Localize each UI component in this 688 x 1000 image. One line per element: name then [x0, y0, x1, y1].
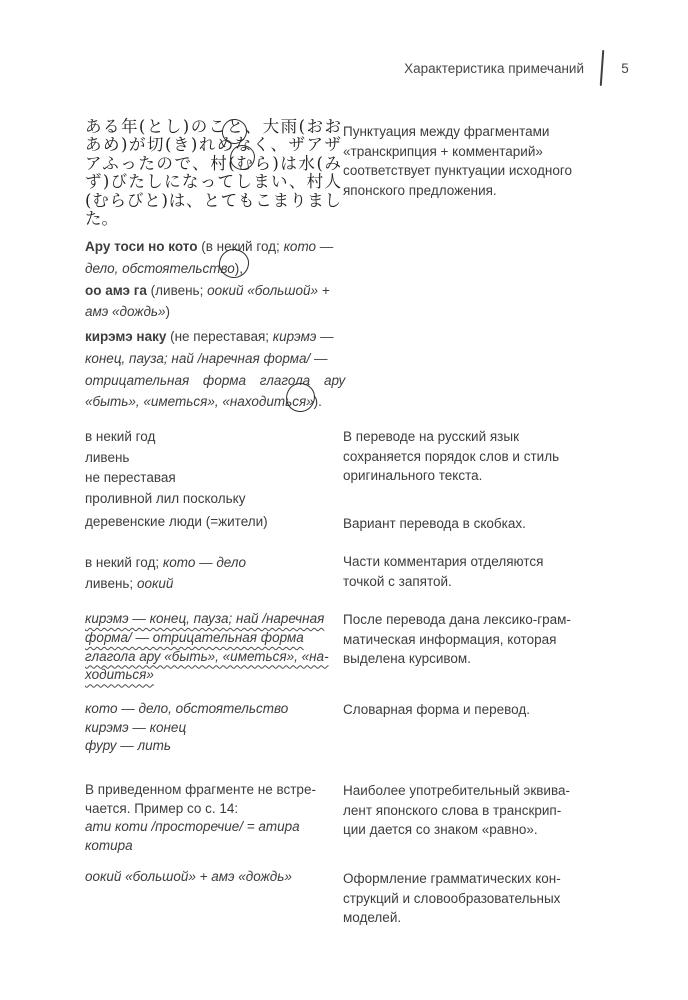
text-line: струкций и словообразовательных: [343, 890, 561, 906]
note-grammar: [343, 869, 595, 928]
transcription-aru: [85, 236, 341, 323]
text-line: Словарная форма и перевод.: [343, 702, 530, 717]
transcription-term: Ару тоси но кото: [85, 239, 202, 254]
text-line: не переставая: [85, 470, 176, 485]
text-line: моделей.: [343, 910, 402, 925]
text-line: сохраняется порядок слов и стиль: [343, 448, 560, 464]
text-line-italic: оокий «большой» + амэ «дождь»: [85, 869, 292, 884]
text-segment-italic: амэ «дождь»: [85, 304, 166, 320]
text-segment: ),: [234, 260, 244, 276]
text-segment: (в некий год;: [201, 239, 284, 254]
text-segment-italic: дело, обстоятельство: [85, 260, 235, 276]
text-line: (むらびと)は、とてもこまりまし: [85, 190, 341, 210]
text-line: деревенские люди (=жители): [85, 514, 268, 529]
text-line: форма/ — отрицательная форма: [85, 629, 304, 645]
text-line: ず)びたしになってしまい、村人: [85, 172, 341, 192]
text-line: лент японского слова в транскрип-: [343, 802, 562, 818]
text-line: соответствует пунктуации исходного: [343, 163, 572, 178]
text-line: ある年(とし)のこと、大雨(おお: [85, 117, 341, 136]
transcription-line: [85, 326, 341, 348]
text-line-italic: ати коти /просторечие/ = атира: [85, 819, 300, 835]
text-line: глагола ару «быть», «иметься», «на-: [85, 648, 329, 664]
equals-example: [85, 781, 341, 855]
text-segment: ливень;: [85, 576, 137, 591]
text-segment-italic: кото —: [283, 239, 334, 254]
text-line: кирэмэ — конец, пауза; най /наречная: [85, 611, 325, 626]
text-line: После перевода дана лексико-грам-: [343, 612, 571, 627]
text-line: японского предложения.: [343, 182, 497, 198]
text-segment: (ливень;: [150, 282, 208, 298]
note-equals: [343, 781, 595, 840]
note-word-order: [343, 427, 595, 486]
text-line: точкой с запятой.: [343, 573, 452, 589]
text-line: [85, 573, 341, 594]
transcription-line: [85, 236, 341, 258]
transcription-line: [85, 301, 341, 323]
text-line: アふったので、村(むら)は水(み: [85, 153, 341, 173]
page-header: [0, 48, 630, 88]
text-segment-italic: оокий «большой» +: [207, 282, 330, 298]
text-line-italic: котира: [85, 837, 133, 853]
transcription-line: [85, 280, 341, 302]
text-line: Вариант перевода в скобках.: [343, 516, 526, 531]
text-line: ходиться»: [85, 667, 154, 683]
text-line: матическая информация, которая: [343, 631, 557, 647]
note-punctuation: [343, 122, 595, 200]
wavy-underlined-block: [85, 610, 341, 685]
transcription-term: оо амэ га: [85, 282, 151, 298]
text-line: оригинального текста.: [343, 468, 483, 483]
text-line: В переводе на русский язык: [343, 429, 519, 444]
text-line: «транскрипция + комментарий»: [343, 143, 543, 159]
dictionary-forms: [85, 700, 341, 756]
text-line: кирэмэ — конец: [85, 719, 187, 735]
text-line: た。: [85, 209, 118, 229]
text-line: あめ)が切(き)れめなく、ザアザ: [85, 135, 341, 155]
text-segment: ).: [313, 394, 322, 410]
page-number: 5: [621, 60, 629, 76]
text-line: ции дается со знаком «равно».: [343, 822, 538, 837]
translation-list: [85, 427, 341, 509]
text-segment-italic: кирэмэ —: [272, 329, 334, 344]
village-example: [85, 514, 341, 529]
text-segment-italic: конец, пауза; най /наречная форма/ —: [85, 350, 328, 366]
note-italics: [343, 610, 595, 669]
transcription-line: [85, 258, 341, 280]
text-line: выделена курсивом.: [343, 651, 471, 666]
grammar-example: [85, 869, 341, 884]
text-line: Части комментария отделяются: [343, 554, 544, 569]
text-segment: (не переставая;: [170, 329, 273, 344]
text-segment-italic: «быть», «иметься», «находиться»: [85, 394, 314, 410]
text-segment-italic: кото — дело: [162, 555, 246, 570]
header-divider: [600, 50, 605, 86]
text-line: В приведенном фрагменте не встре-: [85, 782, 316, 797]
transcription-term: кирэмэ наку: [85, 329, 171, 344]
text-segment-italic: отрицательная форма глагола ару: [85, 372, 346, 388]
text-line: фуру — лить: [85, 738, 172, 754]
text-segment-italic: оокий: [136, 576, 174, 591]
text-line: чается. Пример со с. 14:: [85, 800, 239, 816]
note-dictionary: [343, 700, 595, 720]
semicolon-example: [85, 552, 341, 594]
transcription-line: [85, 348, 341, 370]
text-line: Пунктуация между фрагментами: [343, 124, 550, 139]
text-line: ливень: [85, 449, 130, 465]
text-line: Наиболее употребительный эквива-: [343, 783, 570, 798]
text-line: кото — дело, обстоятельство: [85, 701, 289, 716]
text-segment: ): [165, 304, 171, 320]
running-title: Характеристика примечаний: [404, 60, 584, 76]
text-segment: в некий год;: [85, 555, 163, 570]
text-line: Оформление грамматических кон-: [343, 871, 561, 886]
text-line: в некий год: [85, 429, 156, 444]
text-line: [85, 552, 341, 573]
note-semicolon: [343, 552, 595, 591]
note-brackets: [343, 514, 595, 534]
text-line: проливной лил поскольку: [85, 490, 246, 506]
japanese-paragraph: [85, 118, 341, 228]
